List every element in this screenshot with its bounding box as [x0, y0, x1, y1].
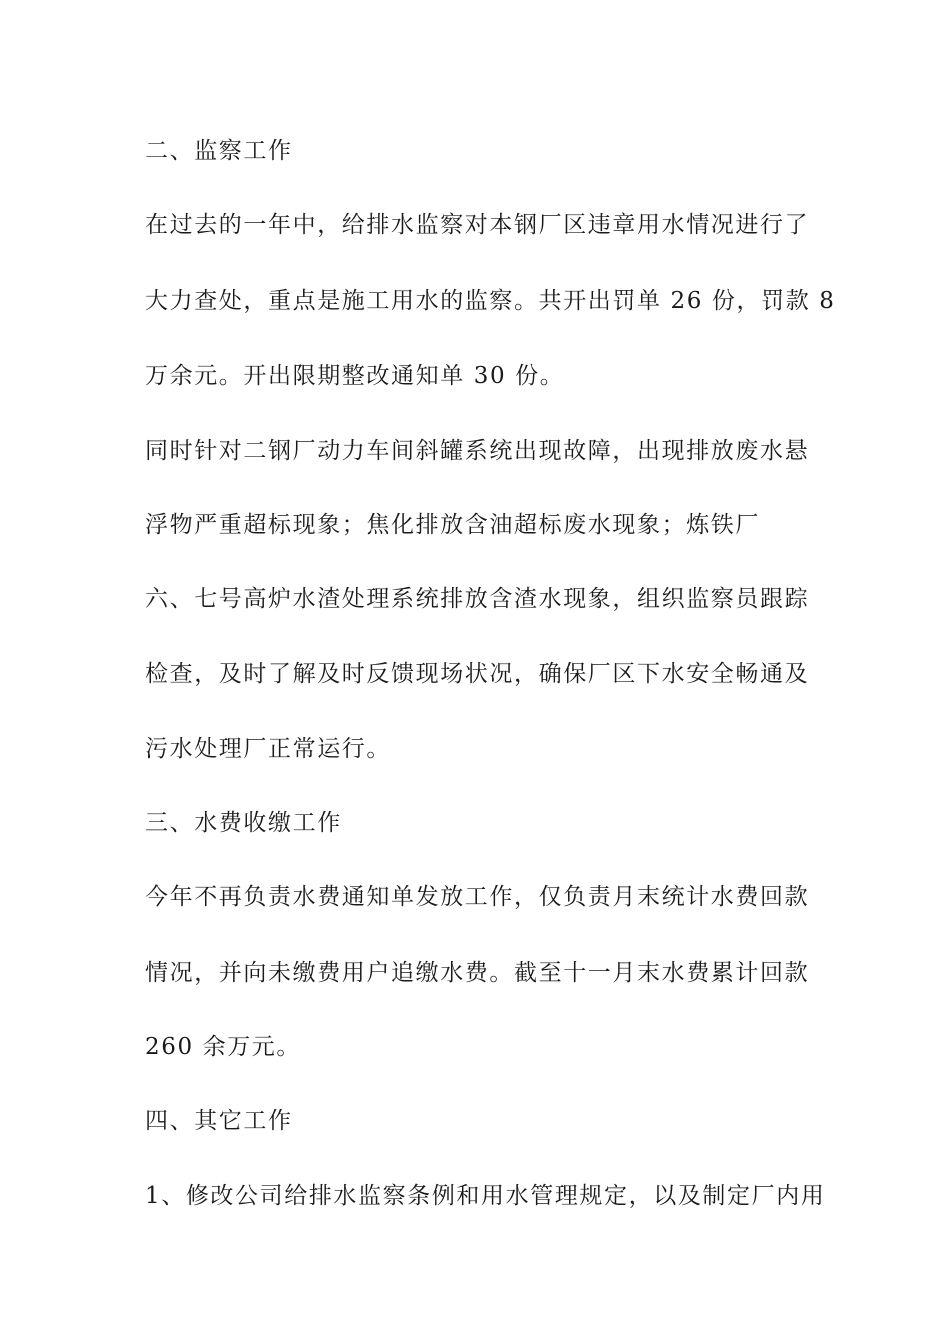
paragraph-line: 检查，及时了解及时反馈现场状况，确保厂区下水安全畅通及 [145, 661, 810, 687]
paragraph-line: 万余元。开出限期整改通知单 30 份。 [145, 363, 565, 389]
paragraph-line: 同时针对二钢厂动力车间斜罐系统出现故障，出现排放废水悬 [145, 438, 810, 464]
section-heading-other-work: 四、其它工作 [145, 1108, 293, 1134]
paragraph-line: 浮物严重超标现象；焦化排放含油超标废水现象；炼铁厂 [145, 512, 760, 538]
paragraph-line: 情况，并向未缴费用户追缴水费。截至十一月末水费累计回款 [145, 960, 810, 986]
paragraph-line: 260 余万元。 [145, 1034, 302, 1060]
section-heading-supervision: 二、监察工作 [145, 138, 293, 164]
paragraph-line: 大力查处，重点是施工用水的监察。共开出罚单 26 份，罚款 8 [145, 288, 836, 314]
section-heading-water-fee: 三、水费收缴工作 [145, 810, 342, 836]
paragraph-line: 今年不再负责水费通知单发放工作，仅负责月末统计水费回款 [145, 884, 810, 910]
paragraph-line: 六、七号高炉水渣处理系统排放含渣水现象，组织监察员跟踪 [145, 586, 810, 612]
paragraph-line: 1、修改公司给排水监察条例和用水管理规定，以及制定厂内用 [145, 1183, 826, 1209]
paragraph-line: 在过去的一年中，给排水监察对本钢厂区违章用水情况进行了 [145, 212, 810, 238]
paragraph-line: 污水处理厂正常运行。 [145, 736, 391, 762]
